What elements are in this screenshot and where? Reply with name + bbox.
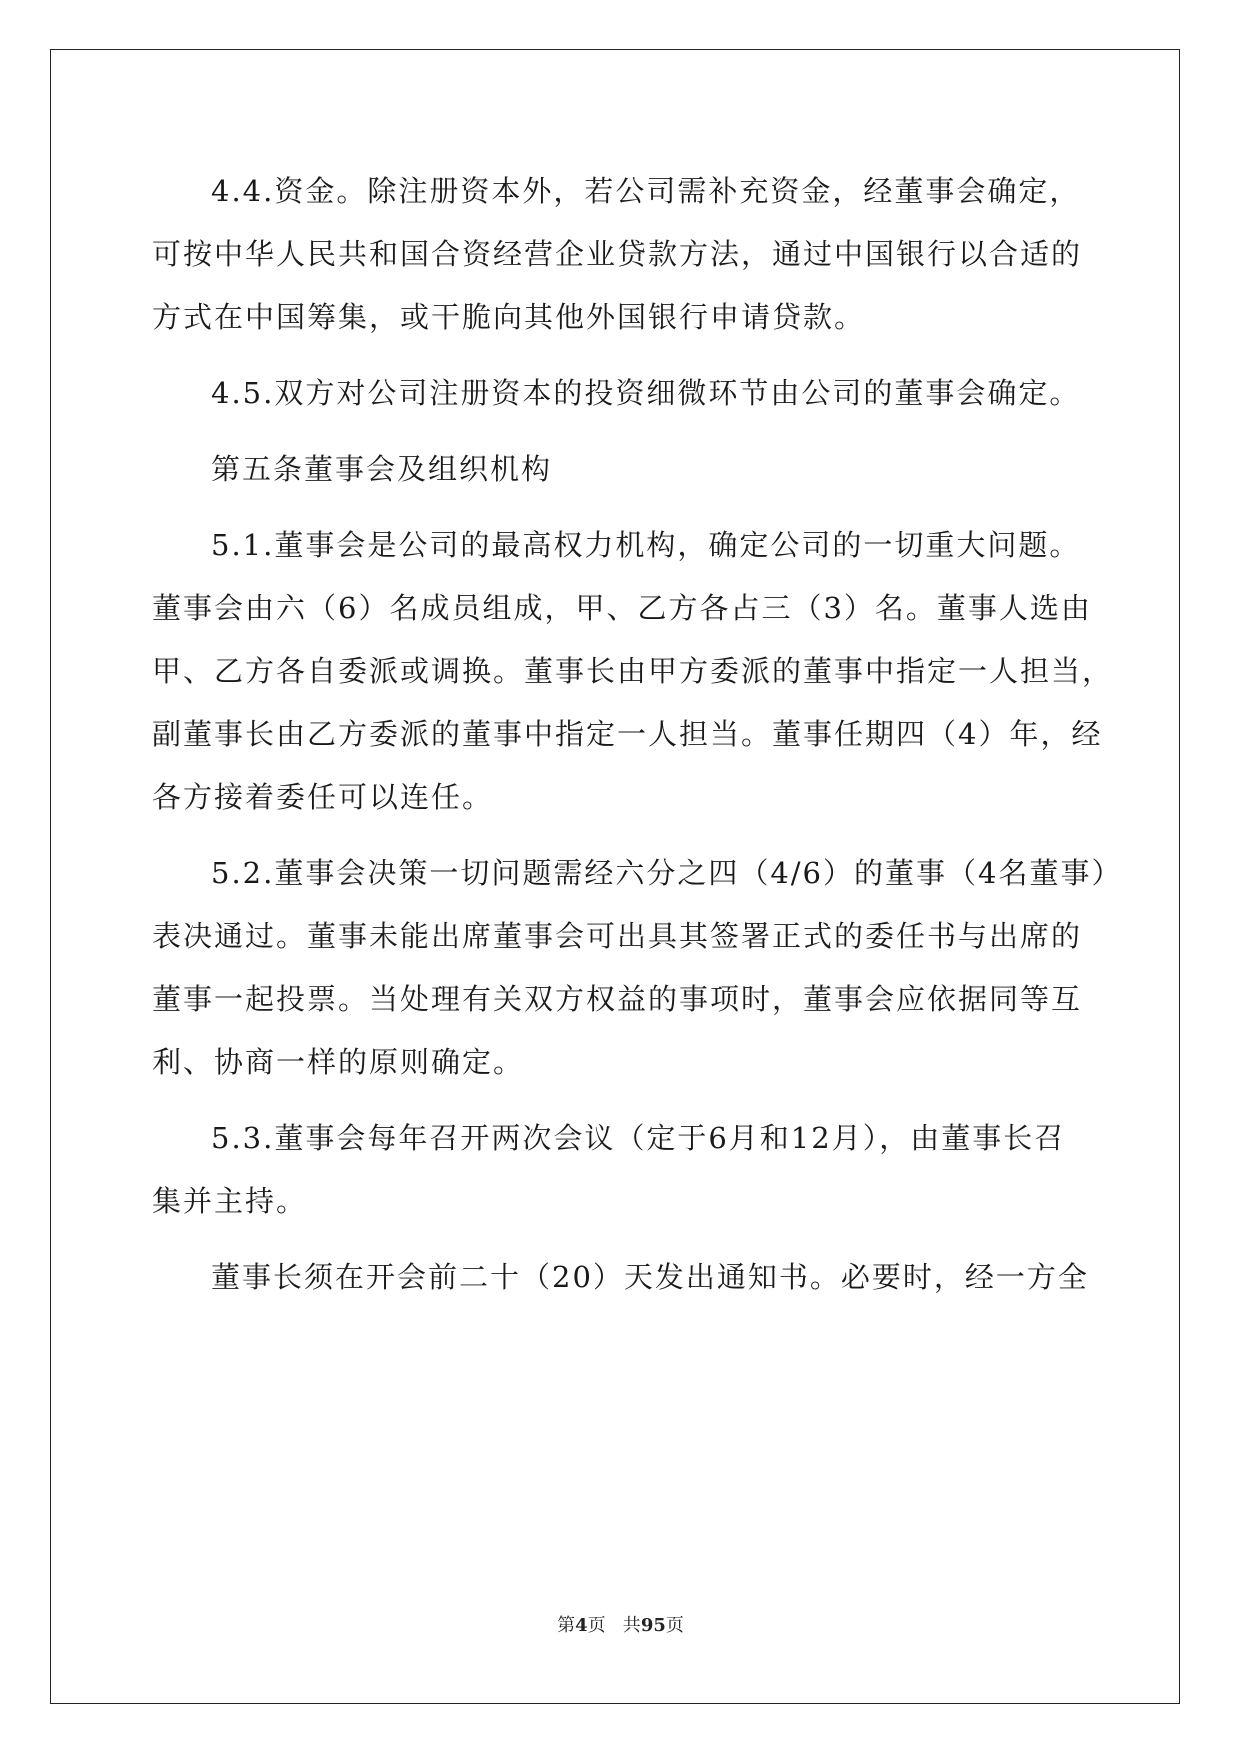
current-page-number: 4 (575, 1615, 588, 1636)
paragraph-4-5 (152, 362, 1082, 425)
text-line: 各方接着委任可以连任。 (152, 780, 494, 814)
text-line: 5.1.董事会是公司的最高权力机构，确定公司的一切重大问题。 (211, 528, 1081, 562)
page-footer (0, 1611, 1241, 1637)
paragraph-5-2 (152, 842, 1123, 1094)
text-line: 董事长须在开会前二十（20）天发出通知书。必要时，经一方全 (211, 1260, 1089, 1294)
total-pages-number: 95 (640, 1615, 666, 1636)
footer-suffix: 页 (665, 1615, 684, 1636)
text-line: 表决通过。董事未能出席董事会可出具其签署正式的委任书与出席的 (152, 919, 1083, 953)
footer-middle: 页 共 (587, 1615, 641, 1636)
paragraph-5-3 (152, 1107, 1082, 1233)
text-line: 方式在中国筹集，或干脆向其他外国银行申请贷款。 (152, 300, 866, 334)
text-line: 4.5.双方对公司注册资本的投资细微环节由公司的董事会确定。 (211, 376, 1081, 410)
paragraph-5-1 (152, 514, 1114, 829)
document-body (152, 160, 1123, 1309)
text-line: 第五条董事会及组织机构 (211, 452, 553, 486)
text-line: 5.2.董事会决策一切问题需经六分之四（4/6）的董事（4名董事） (211, 856, 1123, 890)
text-line: 副董事长由乙方委派的董事中指定一人担当。董事任期四（4）年，经 (152, 717, 1103, 751)
text-line: 甲、乙方各自委派或调换。董事长由甲方委派的董事中指定一人担当， (152, 654, 1114, 688)
text-line: 董事会由六（6）名成员组成，甲、乙方各占三（3）名。董事人选由 (152, 591, 1092, 625)
text-line: 4.4.资金。除注册资本外，若公司需补充资金，经董事会确定， (211, 174, 1081, 208)
text-line: 利、协商一样的原则确定。 (152, 1045, 525, 1079)
paragraph-4-4 (152, 160, 1082, 349)
section-heading-article-5 (152, 438, 1082, 501)
footer-prefix: 第 (557, 1615, 576, 1636)
text-line: 可按中华人民共和国合资经营企业贷款方法，通过中国银行以合适的 (152, 237, 1083, 271)
paragraph-chairman-notice (152, 1246, 1089, 1309)
text-line: 5.3.董事会每年召开两次会议（定于6月和12月），由董事长召 (211, 1121, 1066, 1155)
text-line: 董事一起投票。当处理有关双方权益的事项时，董事会应依据同等互 (152, 982, 1083, 1016)
text-line: 集并主持。 (152, 1184, 308, 1218)
